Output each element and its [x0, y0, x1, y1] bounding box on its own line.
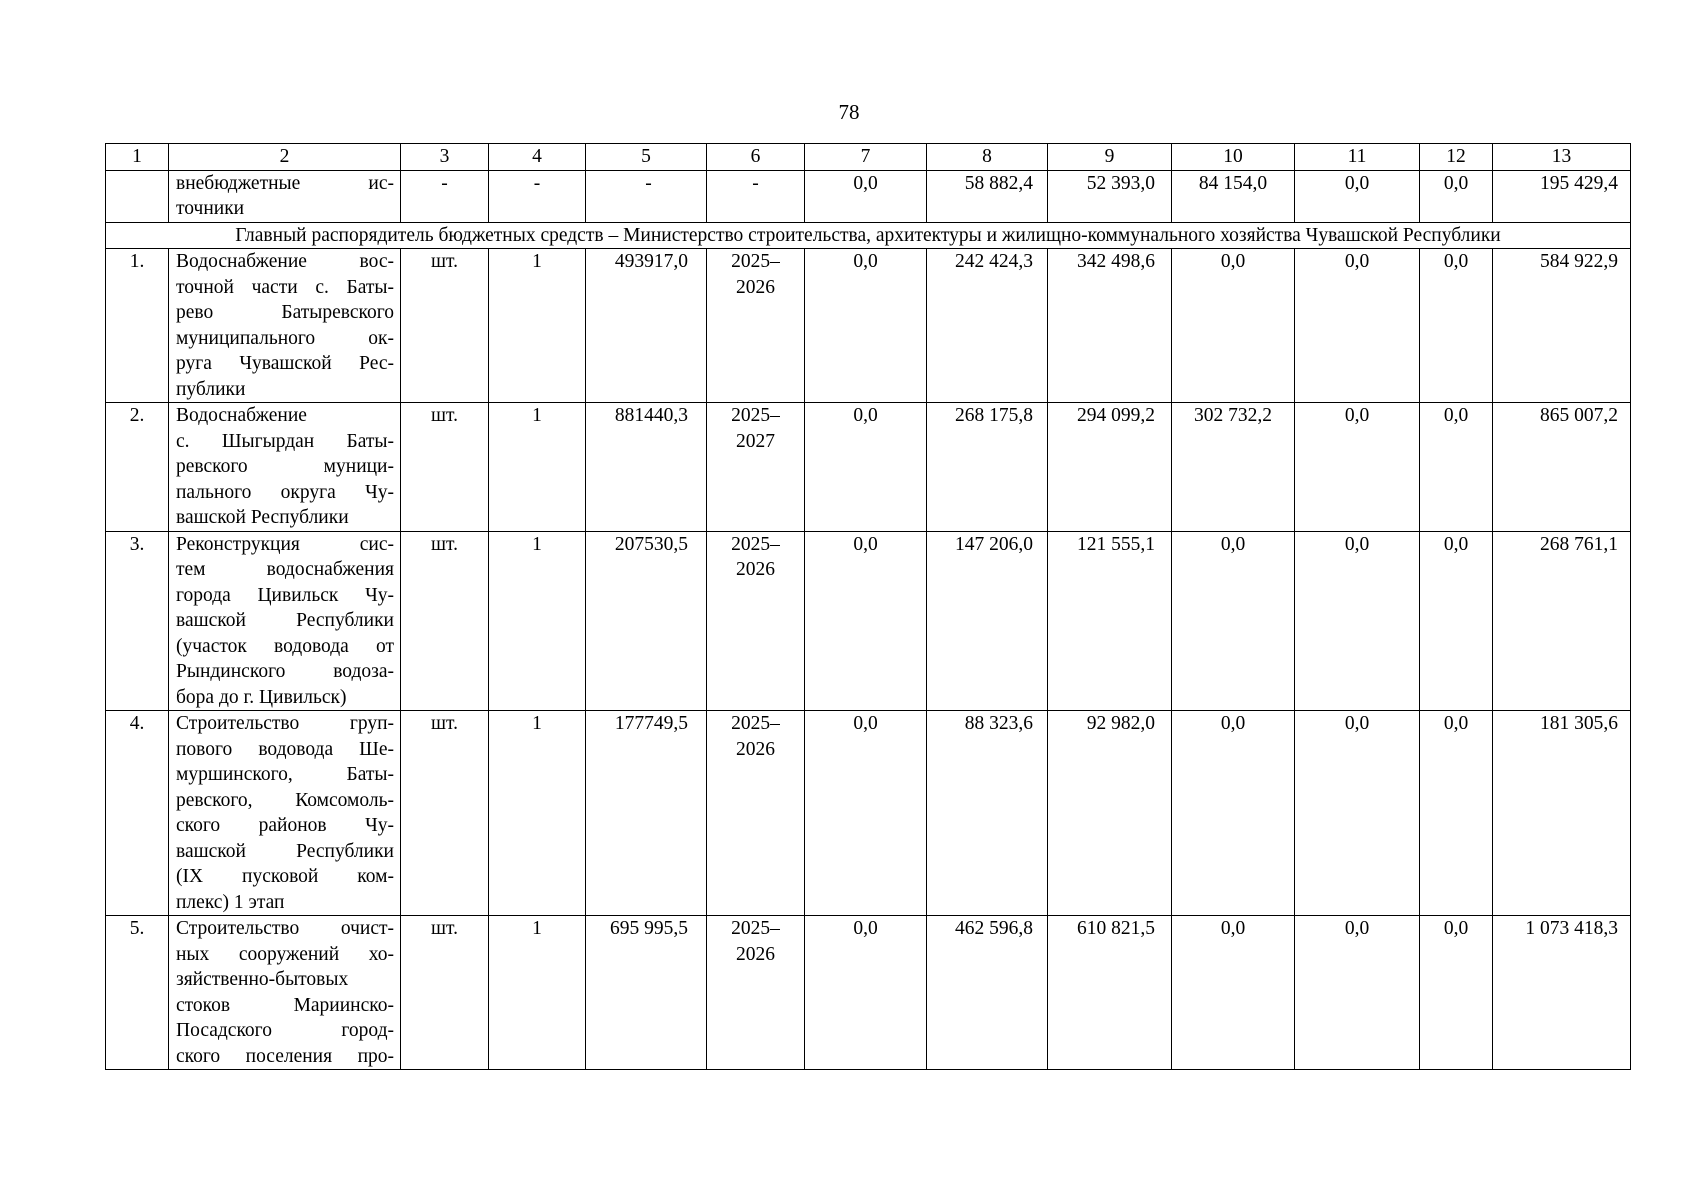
description-cell: [169, 711, 401, 916]
period-line: 2025–: [731, 713, 780, 734]
column-header: 13: [1493, 144, 1631, 171]
column-header: 7: [805, 144, 927, 171]
value-cell: 242 424,3: [927, 249, 1048, 403]
total-cell: 268 761,1: [1493, 531, 1631, 711]
description-line: точной части с. Баты-: [176, 276, 394, 298]
column-header: 11: [1295, 144, 1420, 171]
description-line: Реконструкция сис-: [176, 533, 394, 555]
value-cell: 0,0: [1172, 916, 1295, 1070]
value-cell: 0,0: [1420, 531, 1493, 711]
column-header: 12: [1420, 144, 1493, 171]
description-line: (участок водовода от: [176, 635, 394, 657]
description-line: Рындинского водоза-: [176, 661, 394, 682]
page-number: 78: [838, 100, 860, 124]
period-line: 2026: [736, 943, 775, 965]
period-line: 2026: [736, 559, 775, 580]
description-line: точники: [176, 198, 245, 219]
value-cell: 610 821,5: [1048, 916, 1172, 1070]
unit-cell: шт.: [401, 531, 489, 711]
value-cell: 0,0: [1295, 711, 1420, 916]
description-line: пального округа Чу-: [176, 481, 394, 503]
description-line: с. Шыгырдан Баты-: [176, 430, 394, 452]
project-row: [106, 916, 1631, 1070]
unit-cell: шт.: [401, 403, 489, 532]
unit-cell: шт.: [401, 249, 489, 403]
value-cell: 0,0: [1172, 249, 1295, 403]
period-cell: [707, 916, 805, 1070]
period-cell: -: [707, 170, 805, 222]
description-line: ского районов Чу-: [176, 815, 394, 836]
total-cell: 195 429,4: [1493, 170, 1631, 222]
unit-cell: шт.: [401, 711, 489, 916]
description-line: вашской Республики: [176, 840, 394, 862]
row-number-cell: 3.: [106, 531, 169, 711]
value-cell: 0,0: [1172, 531, 1295, 711]
column-header: 4: [489, 144, 586, 171]
value-cell: 0,0: [1420, 170, 1493, 222]
value-cell: 121 555,1: [1048, 531, 1172, 711]
description-line: стоков Мариинско-: [176, 994, 394, 1016]
value-cell: 0,0: [1295, 170, 1420, 222]
project-row: [106, 531, 1631, 711]
total-cell: 865 007,2: [1493, 403, 1631, 532]
value-cell: 92 982,0: [1048, 711, 1172, 916]
description-line: зяйственно-бытовых: [176, 969, 349, 990]
value-cell: 0,0: [805, 249, 927, 403]
value-cell: 0,0: [1295, 249, 1420, 403]
row-number-cell: 4.: [106, 711, 169, 916]
quantity-cell: 1: [489, 711, 586, 916]
section-title: Главный распорядитель бюджетных средств – Министерство строительства, архитектуры и жилищно-коммунального хозяйства Чувашской Республики: [106, 222, 1631, 249]
value-cell: 0,0: [1420, 403, 1493, 532]
value-cell: 0,0: [805, 170, 927, 222]
description-cell: [169, 170, 401, 222]
description-cell: [169, 403, 401, 532]
description-line: вашской Республики: [176, 507, 349, 528]
description-line: Водоснабжение вос-: [176, 251, 394, 272]
value-cell: 147 206,0: [927, 531, 1048, 711]
description-line: публики: [176, 378, 246, 400]
project-row: [106, 403, 1631, 532]
description-cell: [169, 249, 401, 403]
row-number-cell: 1.: [106, 249, 169, 403]
description-line: пового водовода Ше-: [176, 738, 394, 760]
quantity-cell: 1: [489, 916, 586, 1070]
period-cell: [707, 249, 805, 403]
cost-cell: 695 995,5: [586, 916, 707, 1070]
total-cell: 584 922,9: [1493, 249, 1631, 403]
description-line: ского поселения про-: [176, 1045, 394, 1067]
total-cell: 1 073 418,3: [1493, 916, 1631, 1070]
description-line: внебюджетные ис-: [176, 172, 394, 194]
description-line: муниципального ок-: [176, 327, 394, 349]
value-cell: 84 154,0: [1172, 170, 1295, 222]
value-cell: 0,0: [1172, 711, 1295, 916]
quantity-cell: 1: [489, 249, 586, 403]
value-cell: 0,0: [805, 531, 927, 711]
cost-cell: 881440,3: [586, 403, 707, 532]
description-line: Строительство очист-: [176, 918, 394, 939]
description-line: Водоснабжение: [176, 405, 307, 426]
project-row: [106, 249, 1631, 403]
description-line: руга Чувашской Рес-: [176, 353, 394, 374]
period-line: 2025–: [731, 533, 780, 555]
quantity-cell: 1: [489, 531, 586, 711]
row-number-cell: 5.: [106, 916, 169, 1070]
column-header: 1: [106, 144, 169, 171]
period-cell: [707, 531, 805, 711]
description-line: муршинского, Баты-: [176, 764, 394, 785]
section-header-row: [106, 222, 1631, 249]
column-header: 8: [927, 144, 1048, 171]
unit-cell: -: [401, 170, 489, 222]
description-cell: [169, 916, 401, 1070]
description-line: плекс) 1 этап: [176, 891, 285, 913]
cost-cell: 177749,5: [586, 711, 707, 916]
column-header: 5: [586, 144, 707, 171]
description-line: бора до г. Цивильск): [176, 686, 347, 708]
budget-table: [105, 143, 1631, 1070]
value-cell: 268 175,8: [927, 403, 1048, 532]
cost-cell: 493917,0: [586, 249, 707, 403]
value-cell: 0,0: [1420, 916, 1493, 1070]
value-cell: 0,0: [1295, 531, 1420, 711]
period-line: 2025–: [731, 405, 780, 426]
column-header: 9: [1048, 144, 1172, 171]
description-cell: [169, 531, 401, 711]
value-cell: 294 099,2: [1048, 403, 1172, 532]
value-cell: 342 498,6: [1048, 249, 1172, 403]
column-number-row: [106, 144, 1631, 171]
unit-cell: шт.: [401, 916, 489, 1070]
description-line: города Цивильск Чу-: [176, 584, 394, 606]
period-cell: [707, 711, 805, 916]
description-line: Посадского город-: [176, 1020, 394, 1041]
value-cell: 0,0: [805, 403, 927, 532]
value-cell: 0,0: [805, 916, 927, 1070]
period-cell: [707, 403, 805, 532]
description-line: рево Батыревского: [176, 302, 394, 323]
value-cell: 58 882,4: [927, 170, 1048, 222]
value-cell: 302 732,2: [1172, 403, 1295, 532]
value-cell: 0,0: [1420, 249, 1493, 403]
description-line: (IX пусковой ком-: [176, 866, 394, 887]
value-cell: 52 393,0: [1048, 170, 1172, 222]
total-cell: 181 305,6: [1493, 711, 1631, 916]
description-line: ревского муници-: [176, 456, 394, 477]
cost-cell: 207530,5: [586, 531, 707, 711]
column-header: 2: [169, 144, 401, 171]
period-line: 2026: [736, 276, 775, 298]
period-line: 2025–: [731, 918, 780, 939]
row-number-cell: 2.: [106, 403, 169, 532]
column-header: 10: [1172, 144, 1295, 171]
quantity-cell: 1: [489, 403, 586, 532]
value-cell: 0,0: [1295, 403, 1420, 532]
description-line: вашской Республики: [176, 610, 394, 631]
value-cell: 88 323,6: [927, 711, 1048, 916]
period-line: 2027: [736, 430, 775, 452]
description-line: ных сооружений хо-: [176, 943, 394, 965]
value-cell: 0,0: [1295, 916, 1420, 1070]
column-header: 3: [401, 144, 489, 171]
column-header: 6: [707, 144, 805, 171]
row-number-cell: [106, 170, 169, 222]
quantity-cell: -: [489, 170, 586, 222]
value-cell: 462 596,8: [927, 916, 1048, 1070]
value-cell: 0,0: [805, 711, 927, 916]
project-row: [106, 711, 1631, 916]
period-line: 2025–: [731, 251, 780, 272]
description-line: ревского, Комсомоль-: [176, 789, 394, 811]
cost-cell: -: [586, 170, 707, 222]
value-cell: 0,0: [1420, 711, 1493, 916]
extrabudgetary-sources-row: [106, 170, 1631, 222]
description-line: Строительство груп-: [176, 713, 394, 734]
description-line: тем водоснабжения: [176, 559, 394, 580]
period-line: 2026: [736, 738, 775, 760]
